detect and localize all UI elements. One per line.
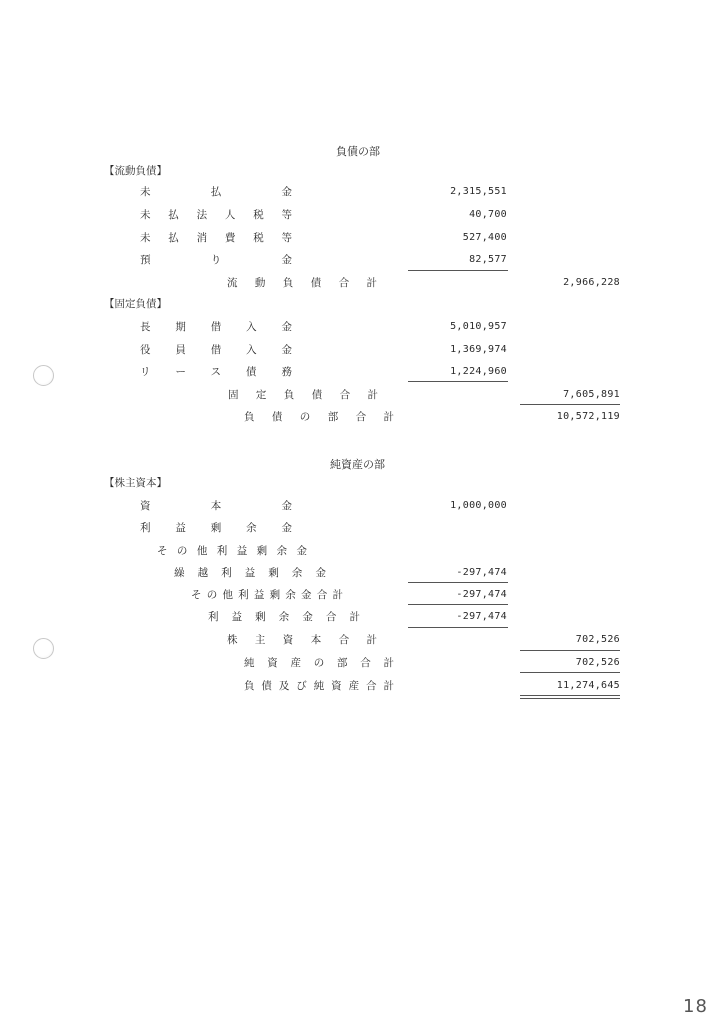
net-assets-title: 純資産の部 xyxy=(330,458,385,471)
subtotal-rule xyxy=(408,381,508,382)
row-amount: 2,315,551 xyxy=(450,186,507,197)
row-label: 預り金 xyxy=(140,254,292,266)
other-retained-total: -297,474 xyxy=(456,589,507,600)
carried-earnings-amount: -297,474 xyxy=(456,567,507,578)
subtotal-rule xyxy=(408,604,508,605)
fixed-liabilities-total-label: 固定負債合計 xyxy=(228,389,378,401)
total-rule xyxy=(520,672,620,673)
current-liabilities-total: 2,966,228 xyxy=(563,277,620,288)
row-label: 未払法人税等 xyxy=(140,209,292,221)
other-retained-total-label: その他利益剰余金合計 xyxy=(191,589,343,601)
punch-hole xyxy=(33,365,54,386)
row-amount: 82,577 xyxy=(469,254,507,265)
equity-heading: 【株主資本】 xyxy=(104,477,167,489)
retained-earnings-label: 利益剰余金 xyxy=(140,522,292,534)
current-liabilities-total-label: 流動負債合計 xyxy=(227,277,377,289)
row-label: 未払消費税等 xyxy=(140,232,292,244)
fixed-liabilities-heading: 【固定負債】 xyxy=(104,298,167,310)
row-amount: 527,400 xyxy=(462,232,507,243)
punch-hole xyxy=(33,638,54,659)
row-amount: 5,010,957 xyxy=(450,321,507,332)
equity-total: 702,526 xyxy=(575,634,620,645)
grand-total: 11,274,645 xyxy=(556,680,620,691)
total-rule xyxy=(520,404,620,405)
equity-total-label: 株主資本合計 xyxy=(227,634,377,646)
row-label: 未払金 xyxy=(140,186,292,198)
liabilities-title: 負債の部 xyxy=(336,145,380,158)
subtotal-rule xyxy=(408,270,508,271)
subtotal-rule xyxy=(408,627,508,628)
capital-label: 資本金 xyxy=(140,500,292,512)
double-rule-bottom xyxy=(520,698,620,699)
grand-total-label: 負債及び純資産合計 xyxy=(244,680,394,692)
other-retained-label: その他利益剰余金 xyxy=(157,545,307,557)
net-assets-total: 702,526 xyxy=(575,657,620,668)
row-label: リース債務 xyxy=(140,366,292,378)
row-amount: 1,224,960 xyxy=(450,366,507,377)
liabilities-total: 10,572,119 xyxy=(556,411,620,422)
liabilities-total-label: 負債の部合計 xyxy=(244,411,394,423)
row-label: 役員借入金 xyxy=(140,344,292,356)
row-amount: 40,700 xyxy=(469,209,507,220)
row-label: 長期借入金 xyxy=(140,321,292,333)
current-liabilities-heading: 【流動負債】 xyxy=(104,165,167,177)
fixed-liabilities-total: 7,605,891 xyxy=(563,389,620,400)
row-amount: 1,369,974 xyxy=(450,344,507,355)
page-number: 18 xyxy=(683,996,708,1017)
double-rule-top xyxy=(520,695,620,696)
retained-total-label: 利益剰余金合計 xyxy=(208,611,360,623)
net-assets-total-label: 純資産の部合計 xyxy=(244,657,394,669)
subtotal-rule xyxy=(408,582,508,583)
retained-total: -297,474 xyxy=(456,611,507,622)
total-rule xyxy=(520,650,620,651)
carried-earnings-label: 繰越利益剰余金 xyxy=(174,567,326,579)
capital-amount: 1,000,000 xyxy=(450,500,507,511)
